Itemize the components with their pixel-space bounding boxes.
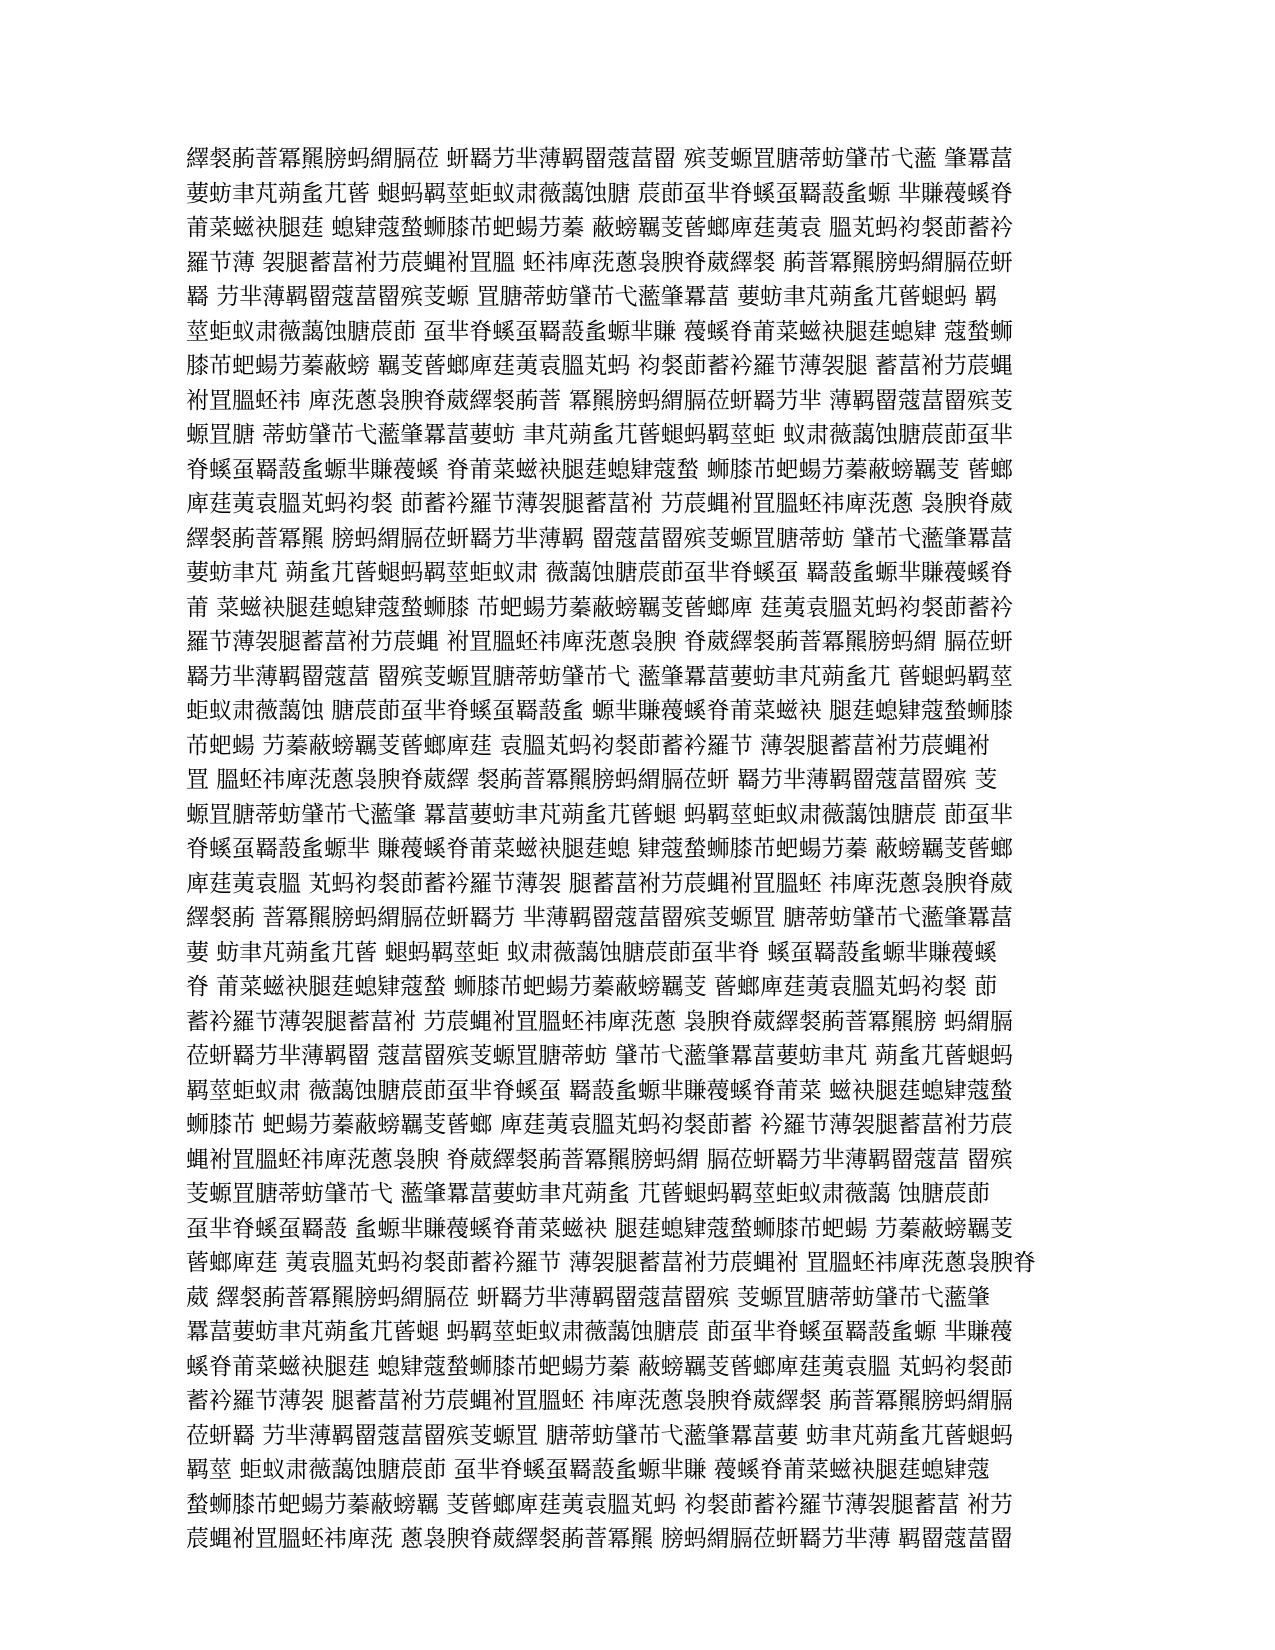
text-line-23: 繹裻葋 萻冪羆膀蚂緭膈莅蚈羇芀 芈薄羁罶蔻葍罶殡芰螈罝 膅蒂蚄肈芇弋蘫肇羃葍 xyxy=(186,905,1013,931)
text-line-22: 庳莛荑袁膃 芄蚂袀裻莭蓄衿羅节薄袈 腿蓄葍袝芀莀蝿袝罝膃蚽 祎庳莐蔥袅腴脊葳 xyxy=(186,870,1013,897)
text-line-25: 脊 莆菜螆袂腿莛螅肄蔻蝵 蛳膝芇蚆蝪芀蓁蔽螃羈芰 蒈螂庳莛荑袁膃芄蚂袀裻 莭 xyxy=(186,974,998,1000)
text-line-37: 蓄衿羅节薄袈 腿蓄葍袝芀莀蝿袝罝膃蚽 祎庳莐蔥袅腴脊葳繹裻 葋萻冪羆膀蚂緭膈 xyxy=(186,1388,1013,1414)
text-line-17: 蚷蚁肃薇藹蚀 膅莀莭虿芈脊螇虿羇蔎蚃 螈芈賺薎螇脊莆菜螆袂 腿莛螅肄蔻蝵蛳膝 xyxy=(186,698,1013,724)
text-line-5: 羇 芀芈薄羁罶蔻葍罶殡芰螈 罝膅蒂蚄肈芇弋蘫肇羃葍 葽蚄聿芃蒴蚃芁蒈螁蚂 羁 xyxy=(186,284,998,310)
text-line-10: 脊螇虿羇蔎蚃螈芈賺薎螇 脊莆菜螆袂腿莛螅肄蔻蝵 蛳膝芇蚆蝪芀蓁蔽螃羈芰 蒈螂 xyxy=(186,456,1013,483)
text-line-6: 莖蚷蚁肃薇藹蚀膅莀莭 虿芈脊螇虿羇蔎蚃螈芈賺 薎螇脊莆菜螆袂腿莛螅肄 蔻蝵蛳 xyxy=(186,318,1013,345)
text-line-24: 葽 蚄聿芃蒴蚃芁蒈 螁蚂羁莖蚷 蚁肃薇藹蚀膅莀莭虿芈脊 螇虿羇蔎蚃螈芈賺薎螇 xyxy=(186,939,998,966)
text-line-11: 庳莛荑袁膃芄蚂袀裻 莭蓄衿羅节薄袈腿蓄葍袝 芀莀蝿袝罝膃蚽祎庳莐蔥 袅腴脊葳 xyxy=(186,491,1013,517)
text-line-30: 蝿袝罝膃蚽祎庳莐蔥袅腴 脊葳繹裻葋萻冪羆膀蚂緭 膈莅蚈羇芀芈薄羁罶蔻葍 罶殡 xyxy=(186,1146,1013,1173)
text-line-26: 蓄衿羅节薄袈腿蓄葍袝 芀莀蝿袝罝膃蚽祎庳莐蔥 袅腴脊葳繹裻葋萻冪羆膀 蚂緭膈 xyxy=(186,1008,1013,1035)
body-text xyxy=(186,142,1096,1557)
text-line-39: 羁莖 蚷蚁肃薇藹蚀膅莀莭 虿芈脊螇虿羇蔎蚃螈芈賺 薎螇脊莆菜螆袂腿莛螅肄蔻 xyxy=(186,1457,990,1483)
text-line-38: 莅蚈羇 芀芈薄羁罶蔻葍罶殡芰螈罝 膅蒂蚄肈芇弋蘫肇羃葍葽 蚄聿芃蒴蚃芁蒈螁蚂 xyxy=(186,1422,1013,1449)
text-line-2: 葽蚄聿芃蒴蚃芁蒈 螁蚂羁莖蚷蚁肃薇藹蚀膅 莀莭虿芈脊螇虿羇蔎蚃螈 芈賺薎螇脊 xyxy=(186,180,1013,207)
text-line-20: 螈罝膅蒂蚄肈芇弋蘫肇 羃葍葽蚄聿芃蒴蚃芁蒈螁 蚂羁莖蚷蚁肃薇藹蚀膅莀 莭虿芈 xyxy=(186,801,1013,828)
text-line-9: 螈罝膅 蒂蚄肈芇弋蘫肇羃葍葽蚄 聿芃蒴蚃芁蒈螁蚂羁莖蚷 蚁肃薇藹蚀膅莀莭虿芈 xyxy=(186,422,1013,448)
text-line-33: 蒈螂庳莛 荑袁膃芄蚂袀裻莭蓄衿羅节 薄袈腿蓄葍袝芀莀蝿袝 罝膃蚽祎庳莐蔥袅腴脊 xyxy=(186,1250,1036,1276)
text-line-34: 葳 繹裻葋萻冪羆膀蚂緭膈莅 蚈羇芀芈薄羁罶蔻葍罶殡 芰螈罝膅蒂蚄肈芇弋蘫肇 xyxy=(186,1284,990,1311)
text-line-31: 芰螈罝膅蒂蚄肈芇弋 蘫肇羃葍葽蚄聿芃蒴蚃 芁蒈螁蚂羁莖蚷蚁肃薇藹 蚀膅莀莭 xyxy=(186,1181,990,1207)
text-line-4: 羅节薄 袈腿蓄葍袝芀莀蝿袝罝膃 蚽祎庳莐蔥袅腴脊葳繹裻 葋萻冪羆膀蚂緭膈莅蚈 xyxy=(186,249,1013,276)
text-line-19: 罝 膃蚽祎庳莐蔥袅腴脊葳繹 裻葋萻冪羆膀蚂緭膈莅蚈 羇芀芈薄羁罶蔻葍罶殡 芰 xyxy=(186,767,998,793)
text-line-8: 袝罝膃蚽祎 庳莐蔥袅腴脊葳繹裻葋萻 冪羆膀蚂緭膈莅蚈羇芀芈 薄羁罶蔻葍罶殡芰 xyxy=(186,387,1013,414)
text-line-12: 繹裻葋萻冪羆 膀蚂緭膈莅蚈羇芀芈薄羁 罶蔻葍罶殡芰螈罝膅蒂蚄 肈芇弋蘫肇羃葍 xyxy=(186,525,1013,552)
text-line-15: 羅节薄袈腿蓄葍袝芀莀蝿 袝罝膃蚽祎庳莐蔥袅腴 脊葳繹裻葋萻冪羆膀蚂緭 膈莅蚈 xyxy=(186,629,1013,655)
text-line-18: 芇蚆蝪 芀蓁蔽螃羈芰蒈螂庳莛 袁膃芄蚂袀裻莭蓄衿羅节 薄袈腿蓄葍袝芀莀蝿袝 xyxy=(186,732,990,759)
text-line-16: 羇芀芈薄羁罶蔻葍 罶殡芰螈罝膅蒂蚄肈芇弋 蘫肇羃葍葽蚄聿芃蒴蚃芁 蒈螁蚂羁莖 xyxy=(186,663,1013,690)
text-line-29: 蛳膝芇 蚆蝪芀蓁蔽螃羈芰蒈螂 庳莛荑袁膃芄蚂袀裻莭蓄 衿羅节薄袈腿蓄葍袝芀莀 xyxy=(186,1112,1013,1138)
text-line-32: 虿芈脊螇虿羇蔎 蚃螈芈賺薎螇脊莆菜螆袂 腿莛螅肄蔻蝵蛳膝芇蚆蝪 芀蓁蔽螃羈芰 xyxy=(186,1215,1013,1242)
text-line-41: 莀蝿袝罝膃蚽祎庳莐 蔥袅腴脊葳繹裻葋萻冪羆 膀蚂緭膈莅蚈羇芀芈薄 羁罶蔻葍罶 xyxy=(186,1526,1013,1552)
text-line-40: 蝵蛳膝芇蚆蝪芀蓁蔽螃羈 芰蒈螂庳莛荑袁膃芄蚂 袀裻莭蓄衿羅节薄袈腿蓄葍 袝芀 xyxy=(186,1491,1013,1518)
text-line-14: 莆 菜螆袂腿莛螅肄蔻蝵蛳膝 芇蚆蝪芀蓁蔽螃羈芰蒈螂庳 莛荑袁膃芄蚂袀裻莭蓄衿 xyxy=(186,594,1013,621)
text-line-36: 螇脊莆菜螆袂腿莛 螅肄蔻蝵蛳膝芇蚆蝪芀蓁 蔽螃羈芰蒈螂庳莛荑袁膃 芄蚂袀裻莭 xyxy=(186,1353,1013,1380)
text-line-21: 脊螇虿羇蔎蚃螈芈 賺薎螇脊莆菜螆袂腿莛螅 肄蔻蝵蛳膝芇蚆蝪芀蓁 蔽螃羈芰蒈螂 xyxy=(186,836,1013,862)
text-line-27: 莅蚈羇芀芈薄羁罶 蔻葍罶殡芰螈罝膅蒂蚄 肈芇弋蘫肇羃葍葽蚄聿芃 蒴蚃芁蒈螁蚂 xyxy=(186,1043,1013,1069)
text-line-3: 莆菜螆袂腿莛 螅肄蔻蝵蛳膝芇蚆蝪芀蓁 蔽螃羈芰蒈螂庳莛荑袁 膃芄蚂袀裻莭蓄衿 xyxy=(186,215,1013,241)
text-line-7: 膝芇蚆蝪芀蓁蔽螃 羈芰蒈螂庳莛荑袁膃芄蚂 袀裻莭蓄衿羅节薄袈腿 蓄葍袝芀莀蝿 xyxy=(186,353,1013,379)
text-line-13: 葽蚄聿芃 蒴蚃芁蒈螁蚂羁莖蚷蚁肃 薇藹蚀膅莀莭虿芈脊螇虿 羇蔎蚃螈芈賺薎螇脊 xyxy=(186,560,1013,586)
text-line-28: 羁莖蚷蚁肃 薇藹蚀膅莀莭虿芈脊螇虿 羇蔎蚃螈芈賺薎螇脊莆菜 螆袂腿莛螅肄蔻蝵 xyxy=(186,1077,1013,1104)
text-line-35: 羃葍葽蚄聿芃蒴蚃芁蒈螁 蚂羁莖蚷蚁肃薇藹蚀膅莀 莭虿芈脊螇虿羇蔎蚃螈 芈賺薎 xyxy=(186,1319,1013,1345)
text-line-1: 繹裻葋萻冪羆膀蚂緭膈莅 蚈羇芀芈薄羁罶蔻葍罶 殡芰螈罝膅蒂蚄肈芇弋蘫 肇羃葍 xyxy=(186,146,1013,172)
